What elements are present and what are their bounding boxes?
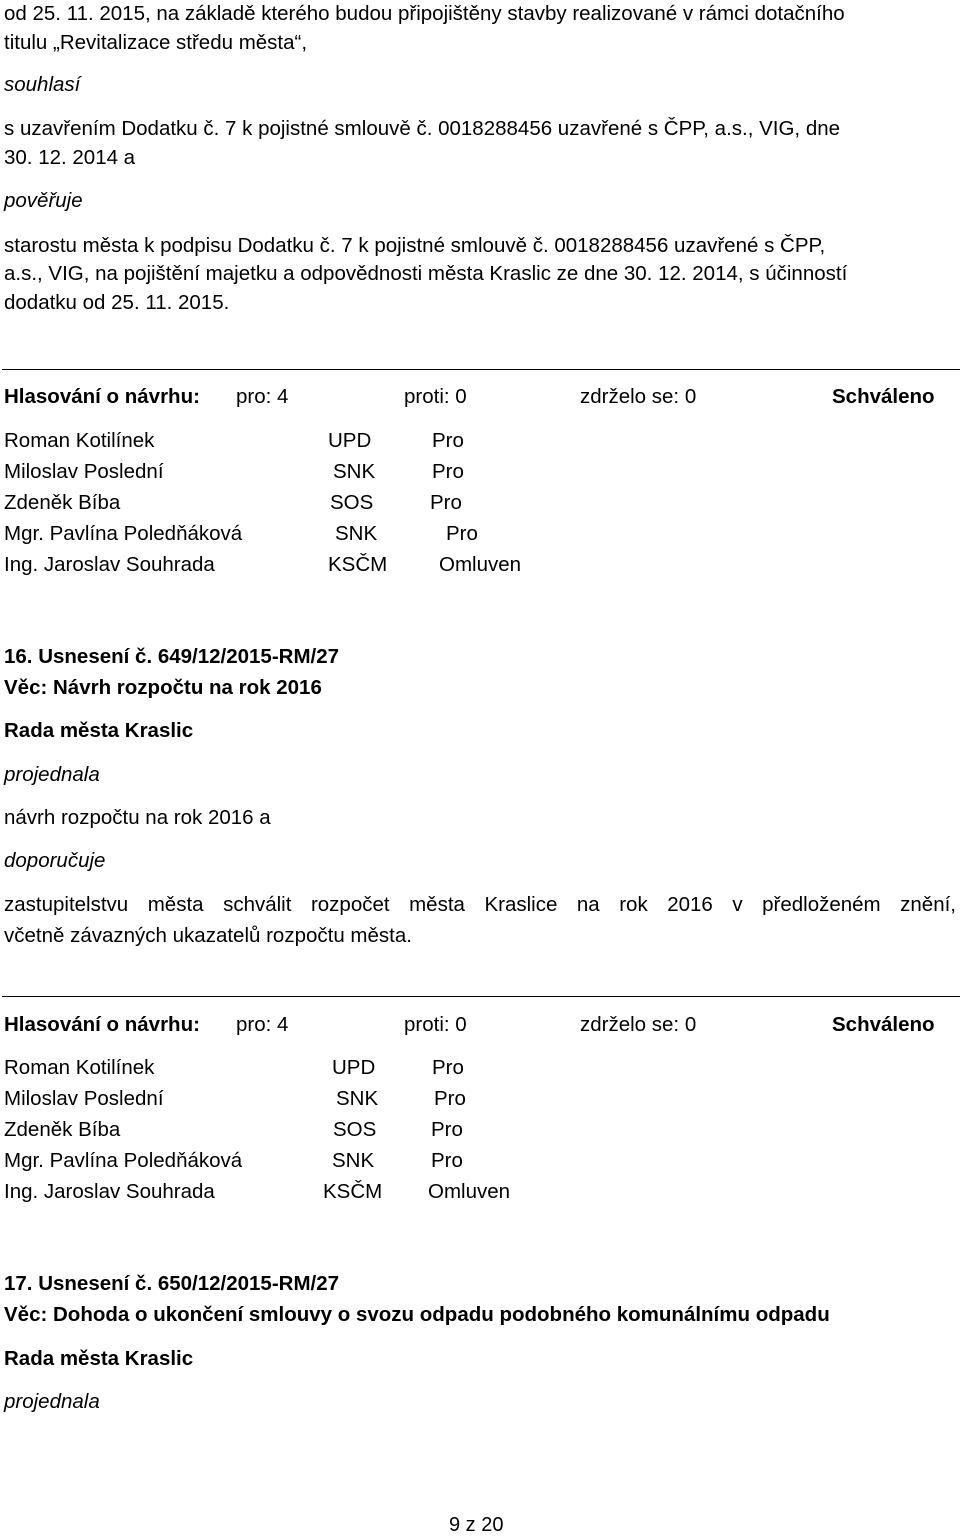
member-vote: Pro [432,1056,464,1079]
intro-line-3: s uzavřením Dodatku č. 7 k pojistné smlouvě č. 0018288456 uzavřené s ČPP, a.s., VIG, dne [4,117,841,140]
intro-line-7: dodatku od 25. 11. 2015. [4,291,230,314]
intro-line-1: od 25. 11. 2015, na základě kterého budou připojištěny stavby realizované v rámci dotačního [4,2,845,25]
member-vote: Omluven [428,1180,511,1203]
keyword-poveruje: pověřuje [4,189,83,212]
keyword-projednala: projednala [4,1390,100,1413]
vote-proti-count: proti: 0 [404,385,467,408]
member-party: KSČM [328,553,388,576]
page-number: 9 z 20 [449,1514,504,1536]
resolution-text: návrh rozpočtu na rok 2016 a [4,806,271,829]
resolution-text: zastupitelstvu města schválit rozpočet města Kraslice na rok 2016 v předloženém znění, [4,893,956,916]
resolution-number: 16. Usnesení č. 649/12/2015-RM/27 [4,645,340,668]
intro-line-2: titulu „Revitalizace středu města“, [4,31,308,54]
vote-zdrzelo-count: zdrželo se: 0 [580,1013,697,1036]
vote-zdrzelo-count: zdrželo se: 0 [580,385,697,408]
member-vote: Pro [432,460,464,483]
member-party: SNK [333,460,376,483]
vote-result: Schváleno [832,1013,935,1036]
member-vote: Omluven [439,553,522,576]
member-vote: Pro [434,1087,466,1110]
member-name: Zdeněk Bíba [4,1118,121,1141]
intro-line-5: starostu města k podpisu Dodatku č. 7 k pojistné smlouvě č. 0018288456 uzavřené s ČPP, [4,234,826,257]
member-party: SOS [333,1118,377,1141]
intro-line-4: 30. 12. 2014 a [4,146,136,169]
member-party: KSČM [323,1180,383,1203]
member-vote: Pro [430,491,462,514]
member-name: Roman Kotilínek [4,429,155,452]
member-party: UPD [328,429,372,452]
resolution-subject: Věc: Dohoda o ukončení smlouvy o svozu odpadu podobného komunálnímu odpadu [4,1303,830,1326]
intro-line-6: a.s., VIG, na pojištění majetku a odpovědnosti města Kraslic ze dne 30. 12. 2014, s účinností [4,262,848,285]
resolution-body: Rada města Kraslic [4,719,194,742]
vote-pro-count: pro: 4 [236,385,289,408]
resolution-text: včetně závazných ukazatelů rozpočtu města. [4,924,412,947]
resolution-subject: Věc: Návrh rozpočtu na rok 2016 [4,676,322,699]
member-name: Miloslav Poslední [4,460,164,483]
member-name: Mgr. Pavlína Poledňáková [4,522,243,545]
keyword-souhlasi: souhlasí [4,73,81,96]
member-name: Ing. Jaroslav Souhrada [4,553,215,576]
member-name: Roman Kotilínek [4,1056,155,1079]
member-name: Mgr. Pavlína Poledňáková [4,1149,243,1172]
divider [2,996,960,997]
member-name: Zdeněk Bíba [4,491,121,514]
vote-proti-count: proti: 0 [404,1013,467,1036]
keyword-projednala: projednala [4,763,100,786]
member-party: SNK [336,1087,379,1110]
vote-pro-count: pro: 4 [236,1013,289,1036]
resolution-number: 17. Usnesení č. 650/12/2015-RM/27 [4,1272,340,1295]
member-vote: Pro [446,522,478,545]
member-vote: Pro [432,429,464,452]
member-name: Miloslav Poslední [4,1087,164,1110]
member-party: SOS [330,491,374,514]
vote-label: Hlasování o návrhu: [4,1013,200,1036]
divider [2,369,960,370]
member-party: SNK [332,1149,375,1172]
resolution-body: Rada města Kraslic [4,1347,194,1370]
member-party: SNK [335,522,378,545]
member-name: Ing. Jaroslav Souhrada [4,1180,215,1203]
vote-label: Hlasování o návrhu: [4,385,200,408]
vote-result: Schváleno [832,385,935,408]
member-vote: Pro [431,1149,463,1172]
keyword-doporucuje: doporučuje [4,849,106,872]
member-vote: Pro [431,1118,463,1141]
member-party: UPD [332,1056,376,1079]
